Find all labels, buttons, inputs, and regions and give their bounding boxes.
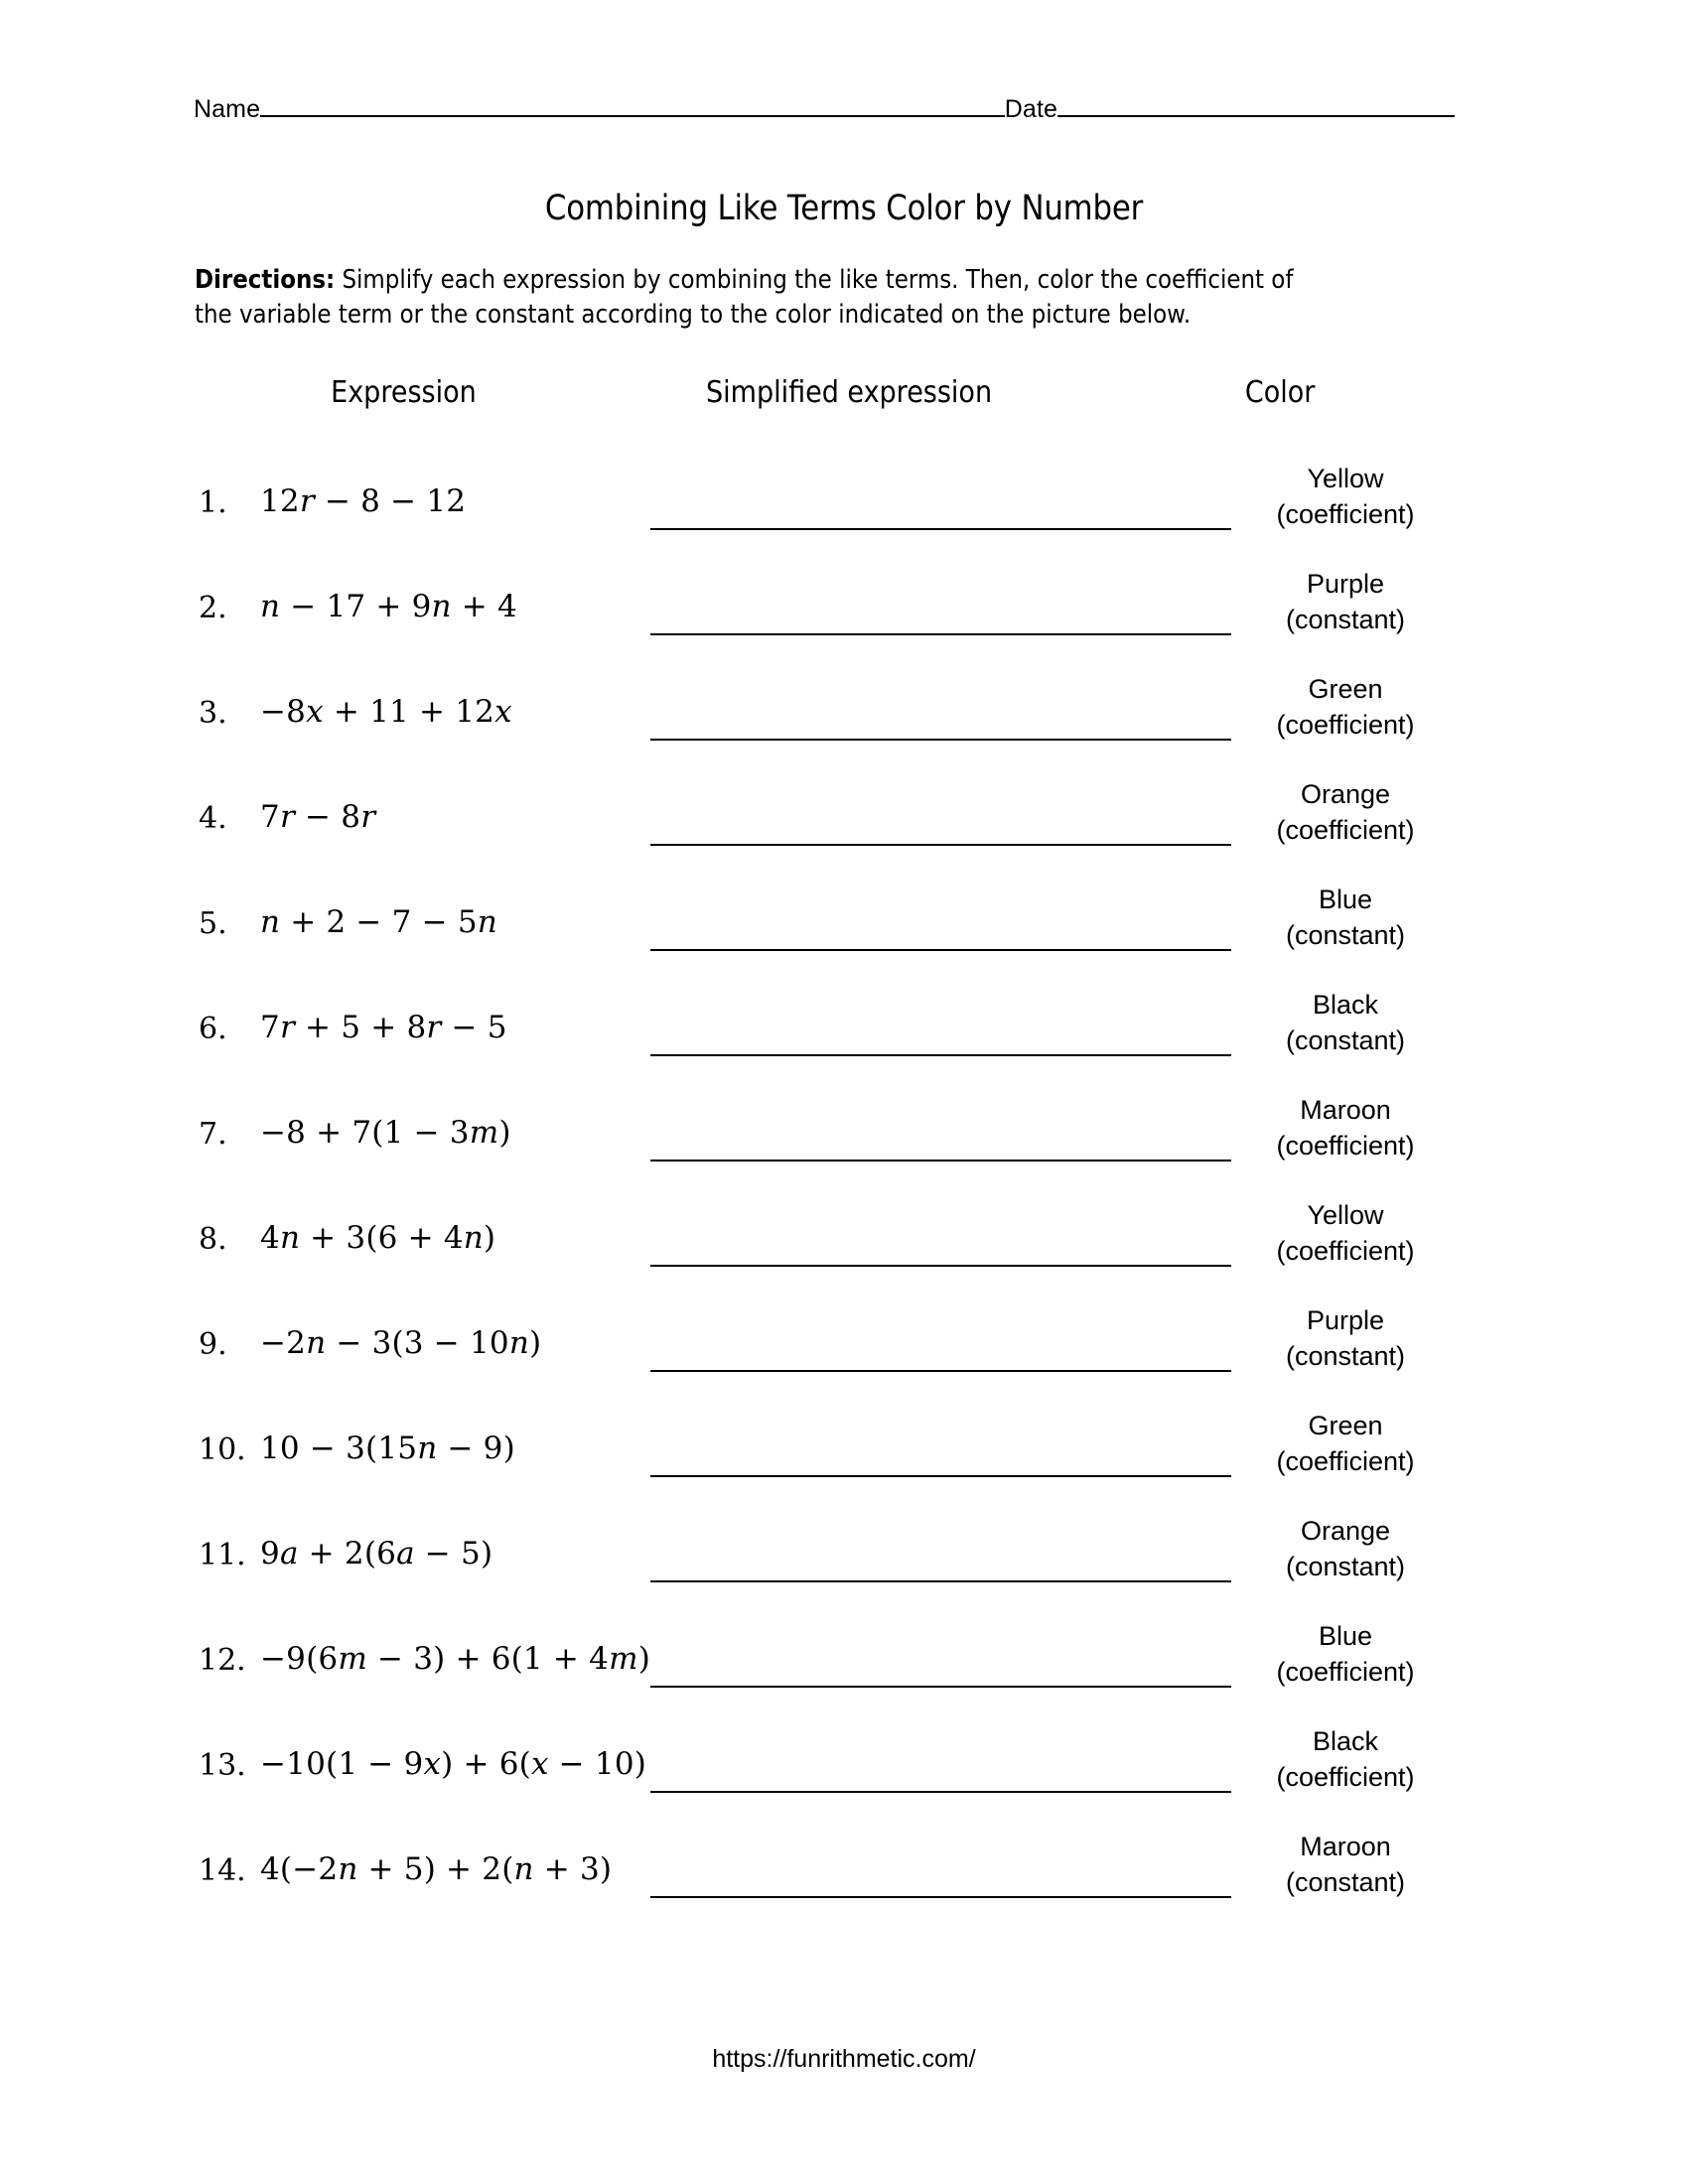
- color-target-kind: (constant): [1285, 1025, 1406, 1056]
- problem-row: [0, 1080, 1688, 1185]
- problem-expression: 7r − 8r: [260, 799, 376, 835]
- color-instruction: [1246, 1408, 1445, 1479]
- color-target-kind: (coefficient): [1276, 1762, 1415, 1793]
- color-instruction: [1246, 461, 1445, 532]
- directions-text: [195, 263, 1326, 333]
- column-header-expression: Expression: [331, 375, 477, 410]
- problem-row: [0, 1817, 1688, 1922]
- problem-expression: −9(6m − 3) + 6(1 + 4m): [260, 1641, 650, 1677]
- color-target-kind: (constant): [1285, 1341, 1406, 1372]
- color-target-kind: (coefficient): [1276, 1446, 1415, 1477]
- problem-row: [0, 1711, 1688, 1817]
- problem-number: 5.: [199, 906, 227, 941]
- color-name: Green: [1308, 674, 1383, 704]
- name-label: Name: [194, 95, 261, 123]
- problem-expression: 4(−2n + 5) + 2(n + 3): [260, 1851, 613, 1887]
- problem-expression: 4n + 3(6 + 4n): [260, 1220, 496, 1256]
- answer-blank-line[interactable]: [650, 1265, 1231, 1267]
- problem-row: [0, 1185, 1688, 1291]
- answer-blank-line[interactable]: [650, 1054, 1231, 1056]
- problem-expression: 7r + 5 + 8r − 5: [260, 1010, 507, 1045]
- problem-expression: 10 − 3(15n − 9): [260, 1431, 515, 1466]
- problem-number: 1.: [199, 485, 227, 520]
- problem-row: [0, 449, 1688, 554]
- problem-row: [0, 975, 1688, 1080]
- color-instruction: [1246, 1092, 1445, 1163]
- name-blank-line[interactable]: [260, 114, 1005, 117]
- color-name: Black: [1312, 990, 1379, 1020]
- page-title: Combining Like Terms Color by Number: [544, 189, 1144, 228]
- color-name: Yellow: [1307, 464, 1384, 493]
- problem-number: 9.: [199, 1327, 227, 1362]
- column-headers: [194, 375, 1450, 421]
- problem-number: 11.: [199, 1538, 246, 1572]
- color-name: Maroon: [1300, 1095, 1391, 1125]
- answer-blank-line[interactable]: [650, 1686, 1231, 1688]
- problem-expression: 9a + 2(6a − 5): [260, 1536, 493, 1571]
- problem-expression: n − 17 + 9n + 4: [260, 589, 517, 624]
- color-target-kind: (constant): [1285, 1867, 1406, 1898]
- color-target-kind: (constant): [1285, 1552, 1406, 1582]
- problem-number: 2.: [199, 591, 227, 625]
- color-name: Black: [1312, 1726, 1379, 1756]
- color-instruction: [1246, 1513, 1445, 1584]
- problem-number: 10.: [199, 1433, 246, 1467]
- color-target-kind: (coefficient): [1276, 1657, 1415, 1688]
- color-target-kind: (coefficient): [1276, 499, 1415, 530]
- answer-blank-line[interactable]: [650, 739, 1231, 741]
- answer-blank-line[interactable]: [650, 949, 1231, 951]
- problem-number: 7.: [199, 1117, 227, 1152]
- color-instruction: [1246, 987, 1445, 1058]
- color-instruction: [1246, 1302, 1445, 1374]
- problem-row: [0, 870, 1688, 975]
- color-name: Maroon: [1300, 1832, 1391, 1861]
- color-instruction: [1246, 1829, 1445, 1900]
- column-header-simplified-expression: Simplified expression: [706, 375, 993, 410]
- footer-url: https://funrithmetic.com/: [712, 2045, 976, 2073]
- problem-row: [0, 554, 1688, 659]
- problem-number: 6.: [199, 1012, 227, 1046]
- color-name: Yellow: [1307, 1200, 1384, 1230]
- color-instruction: [1246, 566, 1445, 637]
- answer-blank-line[interactable]: [650, 1370, 1231, 1372]
- problem-row: [0, 1606, 1688, 1711]
- color-instruction: [1246, 882, 1445, 953]
- color-name: Orange: [1300, 1516, 1391, 1546]
- problem-number: 12.: [199, 1643, 246, 1678]
- color-target-kind: (coefficient): [1276, 815, 1415, 846]
- problem-expression: −10(1 − 9x) + 6(x − 10): [260, 1746, 647, 1782]
- color-target-kind: (constant): [1285, 920, 1406, 951]
- problem-expression: −8x + 11 + 12x: [260, 694, 512, 730]
- answer-blank-line[interactable]: [650, 1580, 1231, 1582]
- problem-row: [0, 1291, 1688, 1396]
- color-instruction: [1246, 671, 1445, 743]
- problem-number: 13.: [199, 1748, 246, 1783]
- answer-blank-line[interactable]: [650, 528, 1231, 530]
- date-blank-line[interactable]: [1057, 114, 1455, 117]
- column-header-color: Color: [1244, 375, 1316, 410]
- color-instruction: [1246, 776, 1445, 848]
- problem-number: 14.: [199, 1853, 246, 1888]
- color-target-kind: (coefficient): [1276, 1131, 1415, 1161]
- color-name: Orange: [1300, 779, 1391, 809]
- answer-blank-line[interactable]: [650, 1896, 1231, 1898]
- problem-expression: −2n − 3(3 − 10n): [260, 1325, 542, 1361]
- date-label: Date: [1004, 95, 1057, 123]
- color-name: Purple: [1306, 569, 1385, 599]
- problem-list: [0, 449, 1688, 1922]
- color-target-kind: (constant): [1285, 605, 1406, 635]
- problem-row: [0, 764, 1688, 870]
- color-target-kind: (coefficient): [1276, 710, 1415, 741]
- answer-blank-line[interactable]: [650, 1160, 1231, 1161]
- color-instruction: [1246, 1197, 1445, 1269]
- color-instruction: [1246, 1618, 1445, 1690]
- problem-expression: −8 + 7(1 − 3m): [260, 1115, 511, 1151]
- color-instruction: [1246, 1723, 1445, 1795]
- color-name: Blue: [1318, 885, 1373, 914]
- problem-number: 3.: [199, 696, 227, 731]
- problem-row: [0, 1396, 1688, 1501]
- color-name: Green: [1308, 1411, 1383, 1440]
- problem-row: [0, 659, 1688, 764]
- name-date-header: [194, 95, 1455, 124]
- color-name: Blue: [1318, 1621, 1373, 1651]
- problem-row: [0, 1501, 1688, 1606]
- color-name: Purple: [1306, 1305, 1385, 1335]
- directions-label: Directions:: [195, 265, 336, 295]
- answer-blank-line[interactable]: [650, 844, 1231, 846]
- problem-expression: 12r − 8 − 12: [260, 483, 467, 519]
- color-target-kind: (coefficient): [1276, 1236, 1415, 1267]
- directions-body: Simplify each expression by combining the like terms. Then, color the coefficient of the variable term or the constant according to the color indicated on the picture below.: [195, 265, 1294, 330]
- problem-number: 8.: [199, 1222, 227, 1257]
- answer-blank-line[interactable]: [650, 633, 1231, 635]
- problem-number: 4.: [199, 801, 227, 836]
- answer-blank-line[interactable]: [650, 1475, 1231, 1477]
- answer-blank-line[interactable]: [650, 1791, 1231, 1793]
- problem-expression: n + 2 − 7 − 5n: [260, 904, 497, 940]
